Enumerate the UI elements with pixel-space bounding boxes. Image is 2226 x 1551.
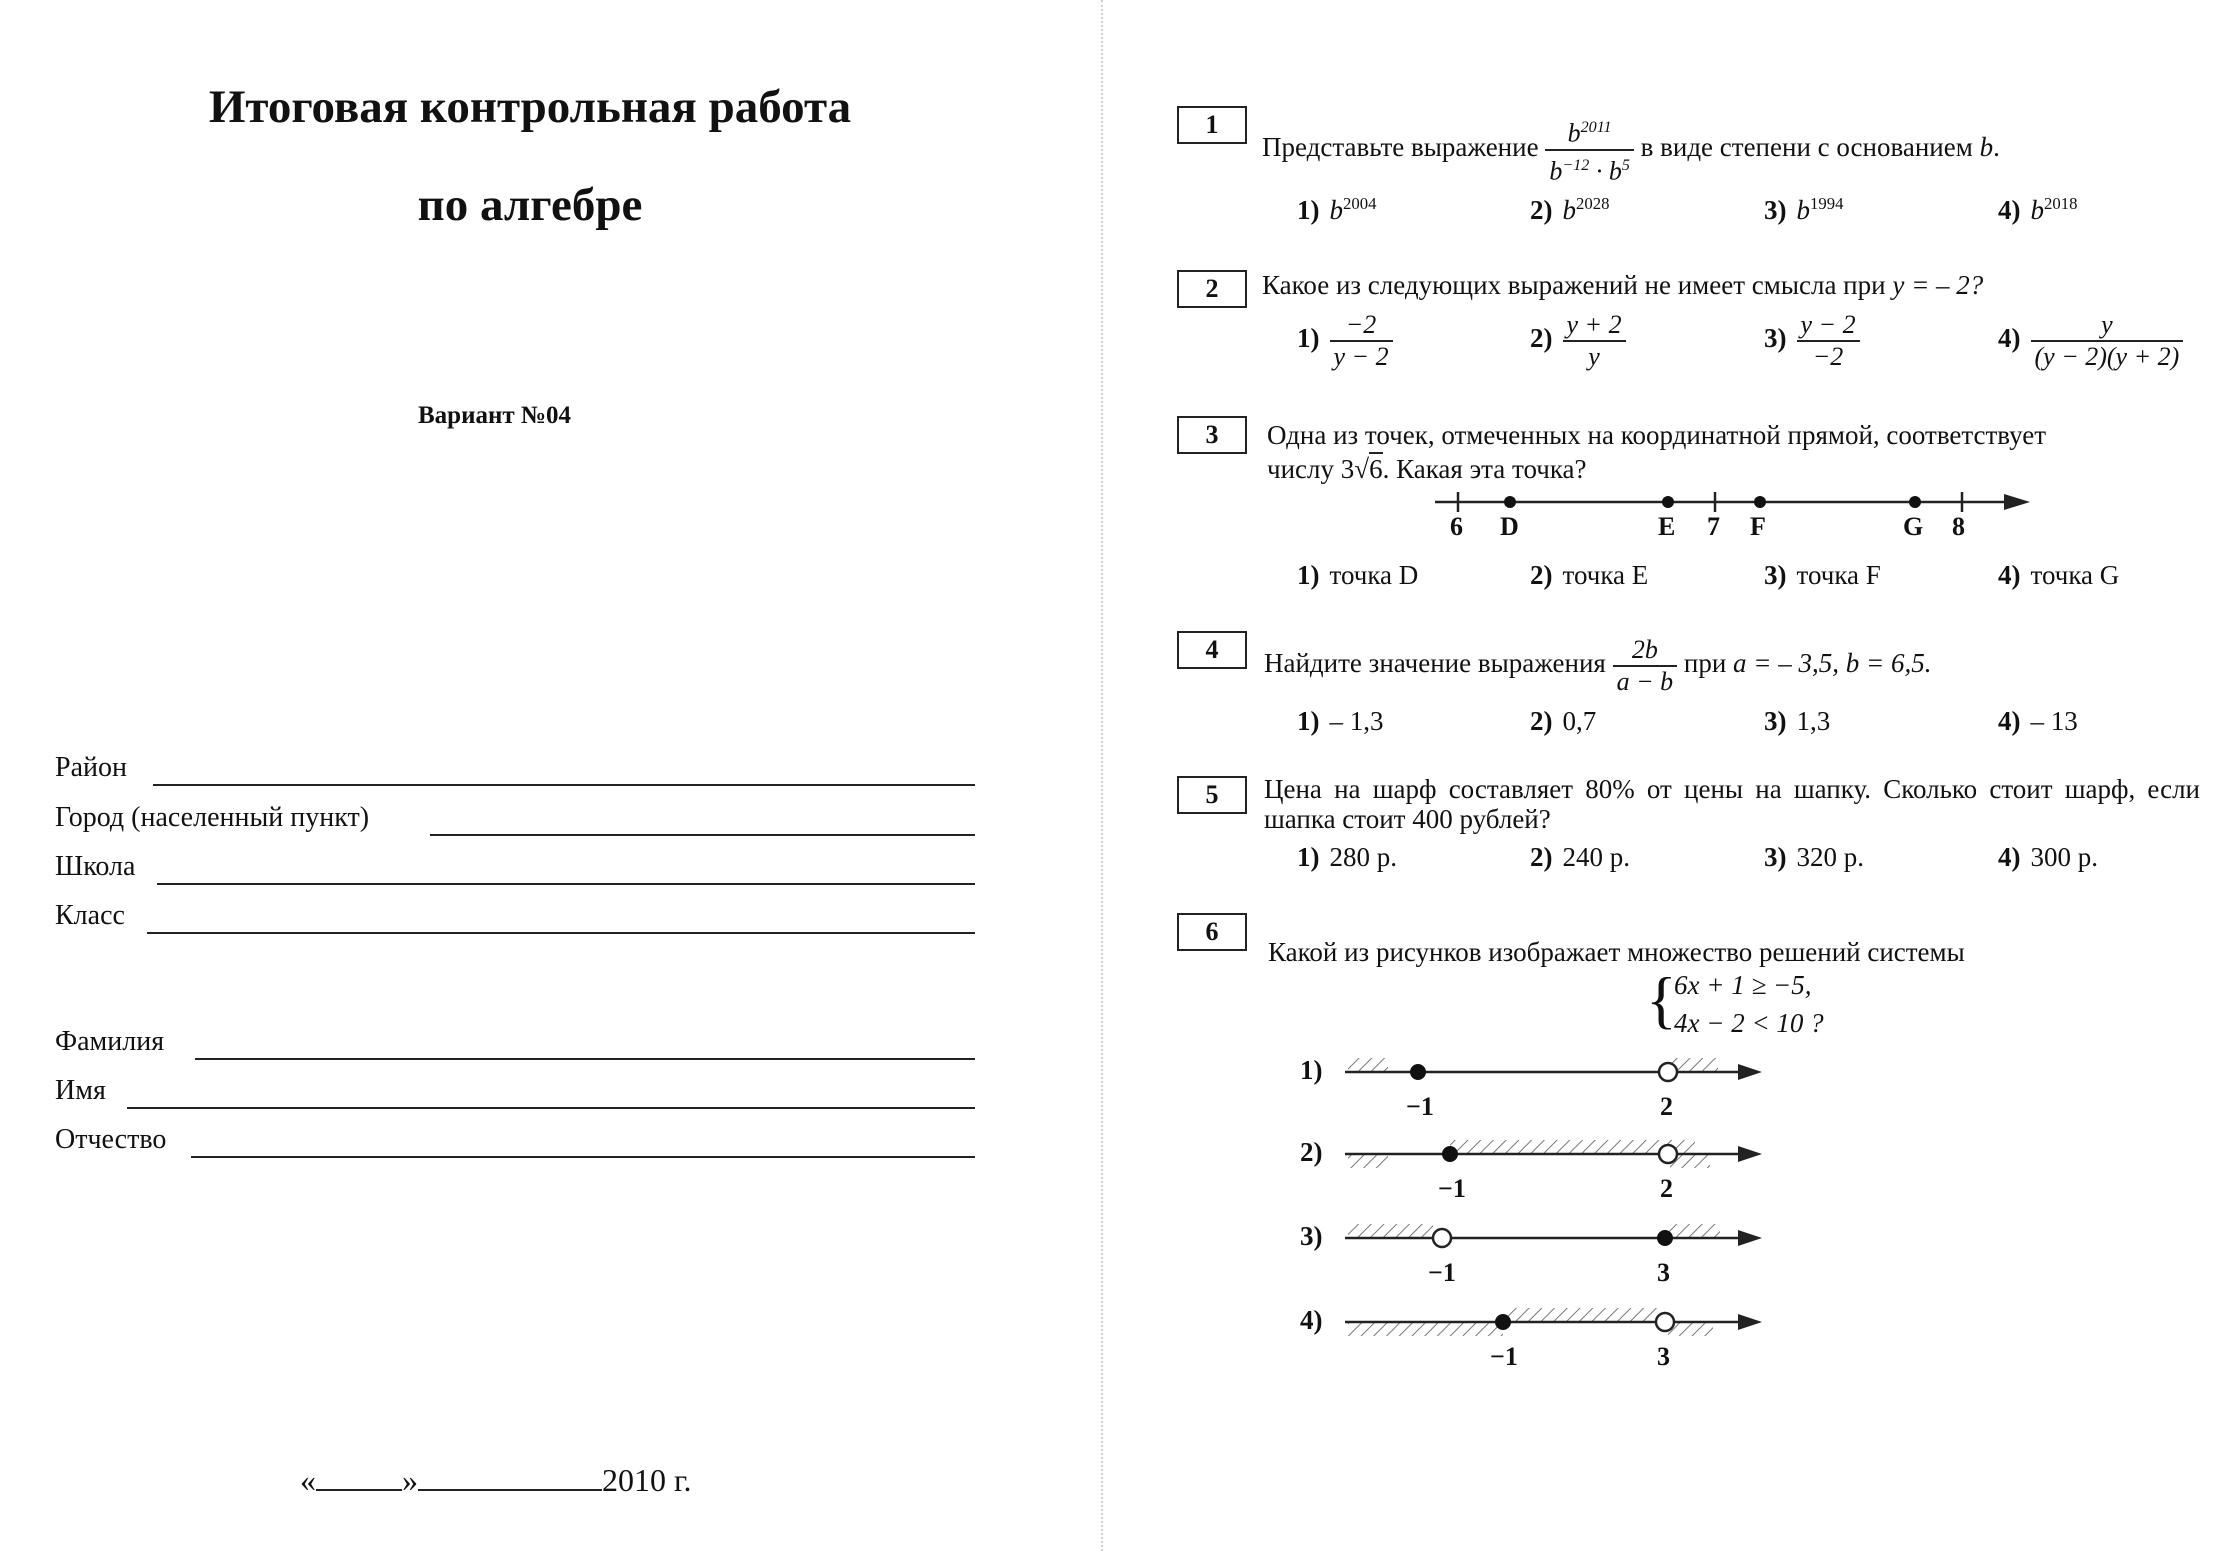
q1-option-2[interactable]	[1530, 194, 1609, 226]
option-number: 4)	[1998, 842, 2021, 872]
question-number-box: 5	[1177, 776, 1247, 814]
question-4-text	[1264, 628, 1932, 698]
filled-point	[1657, 1230, 1673, 1246]
point-f	[1754, 496, 1766, 508]
fraction-num: −2	[1345, 310, 1377, 339]
q1-den-dot: ·	[1595, 156, 1603, 186]
option-text: 240 р.	[1562, 842, 1630, 872]
field-class	[55, 900, 975, 934]
option-exp: 2018	[2044, 194, 2078, 213]
option-exp: 2028	[1576, 194, 1610, 213]
q4-option-4[interactable]	[1998, 706, 2078, 737]
surname-input-line[interactable]	[195, 1058, 975, 1060]
cover-title-line2: по алгебре	[417, 179, 643, 231]
fraction-den: y − 2	[1330, 340, 1393, 372]
q2-text: Какое из следующих выражений не имеет смысла при	[1262, 270, 1886, 300]
city-input-line[interactable]	[430, 834, 975, 836]
q4-text-vars: a = – 3,5, b = 6,5.	[1733, 648, 1932, 678]
filled-point	[1410, 1064, 1426, 1080]
q5-option-1[interactable]	[1297, 842, 1397, 873]
nl-label-e: E	[1658, 512, 1676, 541]
q6-1-left-label: −1	[1406, 1092, 1434, 1121]
hatch-left	[1348, 1224, 1433, 1238]
field-label: Отчество	[55, 1124, 167, 1155]
option-base: b	[2030, 195, 2044, 225]
q3-option-4[interactable]	[1998, 560, 2119, 591]
q1-text-end: .	[1993, 132, 2000, 162]
hatch-left	[1348, 1154, 1388, 1168]
field-rayon	[55, 752, 975, 786]
system-brace: {	[1646, 964, 1677, 1035]
q4-option-1[interactable]	[1297, 706, 1384, 737]
option-number: 3)	[1764, 195, 1787, 225]
q6-option-4[interactable]	[1300, 1305, 1333, 1336]
fraction-num: y	[2101, 310, 2113, 339]
question-5-text: Цена на шарф составляет 80% от цены на шапку. Сколько стоит шарф, если шапка стоит 400 рублей?	[1264, 774, 2200, 834]
q6-system	[1646, 964, 1824, 1042]
option-text: точка D	[1329, 560, 1419, 590]
q1-option-1[interactable]	[1297, 194, 1376, 226]
axis-arrow	[1738, 1146, 1762, 1162]
option-exp: 1994	[1810, 194, 1844, 213]
q2-option-3[interactable]	[1764, 310, 1860, 372]
field-name	[55, 1075, 975, 1109]
q6-3-right-label: 3	[1657, 1258, 1670, 1287]
axis-arrow	[1738, 1314, 1762, 1330]
q3-number-line	[1430, 480, 2030, 550]
q4-option-2[interactable]	[1530, 706, 1596, 737]
q3-root: 6	[1369, 454, 1383, 484]
option-number: 4)	[1998, 706, 2021, 736]
option-number: 2)	[1530, 195, 1553, 225]
system-line1: 6x + 1 ≥ −5,	[1674, 970, 1812, 1000]
axis-arrow	[1738, 1064, 1762, 1080]
option-number: 3)	[1300, 1221, 1323, 1251]
close-quote: »	[402, 1462, 418, 1498]
option-number: 3)	[1764, 323, 1787, 354]
option-number: 2)	[1530, 842, 1553, 872]
field-label: Имя	[55, 1075, 106, 1106]
field-label: Город (населенный пункт)	[55, 802, 370, 833]
question-number-box: 2	[1177, 270, 1247, 308]
option-fraction	[1563, 310, 1626, 372]
option-text: 320 р.	[1796, 842, 1864, 872]
year-text: 2010 г.	[602, 1462, 692, 1498]
point-e	[1662, 496, 1674, 508]
option-number: 2)	[1530, 560, 1553, 590]
option-number: 1)	[1297, 706, 1320, 736]
q1-num-exp: 2011	[1580, 119, 1612, 137]
q1-text-var: b	[1979, 132, 1994, 162]
point-d	[1504, 496, 1516, 508]
q6-4-right-label: 3	[1657, 1342, 1670, 1371]
field-label: Район	[55, 752, 127, 783]
option-number: 1)	[1297, 323, 1320, 354]
q3-line2-a: числу 3	[1267, 454, 1355, 484]
sqrt-sign: √	[1354, 454, 1370, 484]
q6-line-4	[1345, 1308, 1762, 1336]
q3-option-1[interactable]	[1297, 560, 1418, 591]
option-number: 2)	[1530, 706, 1553, 736]
option-fraction	[2031, 310, 2184, 372]
option-base: b	[1796, 195, 1810, 225]
question-number-box: 3	[1177, 416, 1247, 454]
q2-text-var: y = – 2?	[1892, 270, 1984, 300]
system-line2: 4x − 2 < 10 ?	[1674, 1008, 1824, 1038]
q6-2-left-label: −1	[1438, 1174, 1466, 1203]
option-number: 2)	[1530, 323, 1553, 354]
nl-label-d: D	[1500, 512, 1519, 541]
q5-option-4[interactable]	[1998, 842, 2098, 873]
option-number: 1)	[1297, 560, 1320, 590]
q3-option-3[interactable]	[1764, 560, 1881, 591]
question-6-text: Какой из рисунков изображает множество решений системы	[1268, 937, 1965, 967]
option-exp: 2004	[1343, 194, 1377, 213]
q1-den-base2: b	[1608, 156, 1622, 186]
q5-option-3[interactable]	[1764, 842, 1864, 873]
cover-title-line1: Итоговая контрольная работа	[208, 81, 852, 133]
field-surname	[55, 1026, 975, 1060]
fraction-den: a − b	[1613, 665, 1678, 697]
q1-fraction	[1545, 113, 1634, 186]
field-city	[55, 802, 975, 836]
q3-option-2[interactable]	[1530, 560, 1648, 591]
open-point	[1659, 1145, 1677, 1163]
fraction-num: y + 2	[1566, 310, 1622, 339]
axis-arrow	[1738, 1230, 1762, 1246]
nl-label-f: F	[1750, 512, 1766, 541]
option-text: 280 р.	[1329, 842, 1397, 872]
hatch-bottom	[1348, 1322, 1503, 1336]
class-input-line[interactable]	[147, 932, 975, 934]
q4-option-3[interactable]	[1764, 706, 1830, 737]
field-label: Школа	[55, 851, 136, 882]
filled-point	[1495, 1314, 1511, 1330]
q4-fraction	[1613, 635, 1678, 697]
option-number: 2)	[1300, 1137, 1323, 1167]
option-text: – 1,3	[1329, 706, 1384, 736]
option-number: 4)	[1300, 1305, 1323, 1335]
q6-line-2	[1345, 1140, 1762, 1168]
fraction-den: (y − 2)(y + 2)	[2031, 340, 2184, 372]
question-number-box: 1	[1177, 106, 1247, 144]
open-point	[1659, 1063, 1677, 1081]
field-label: Класс	[55, 900, 125, 931]
option-text: точка G	[2030, 560, 2120, 590]
date-line	[300, 1462, 692, 1499]
nl-label-6: 6	[1450, 512, 1463, 541]
question-2-text	[1262, 268, 1983, 302]
option-fraction	[1330, 310, 1393, 372]
q2-option-1[interactable]	[1297, 310, 1393, 372]
school-input-line[interactable]	[157, 883, 975, 885]
option-text: точка F	[1796, 560, 1881, 590]
page-fold-divider	[1101, 0, 1103, 1551]
question-1-text	[1262, 108, 2000, 186]
fraction-num: y − 2	[1800, 310, 1856, 339]
q2-option-4[interactable]	[1998, 310, 2183, 372]
name-input-line[interactable]	[127, 1107, 975, 1109]
q6-line-3	[1345, 1224, 1762, 1247]
q6-option-2[interactable]	[1300, 1137, 1333, 1168]
hatch-left	[1348, 1058, 1388, 1072]
option-number: 1)	[1297, 842, 1320, 872]
option-number: 3)	[1764, 706, 1787, 736]
point-g	[1909, 496, 1921, 508]
fraction-den: y	[1563, 340, 1626, 372]
q6-line-1	[1345, 1058, 1762, 1081]
option-text: точка E	[1562, 560, 1649, 590]
field-label: Фамилия	[55, 1026, 165, 1057]
option-base: b	[1562, 195, 1576, 225]
question-number-box: 4	[1177, 631, 1247, 669]
nl-label-8: 8	[1952, 512, 1965, 541]
open-point	[1433, 1229, 1451, 1247]
option-number: 3)	[1764, 842, 1787, 872]
axis-arrow	[2004, 494, 2030, 510]
option-number: 4)	[1998, 560, 2021, 590]
option-fraction	[1797, 310, 1860, 372]
option-number: 1)	[1297, 195, 1320, 225]
rayon-input-line[interactable]	[153, 784, 975, 786]
month-blank[interactable]	[418, 1467, 602, 1491]
q2-option-2[interactable]	[1530, 310, 1626, 372]
q1-option-4[interactable]	[1998, 194, 2077, 226]
hatch-right	[1665, 1224, 1720, 1238]
q3-line2-b: . Какая эта точка?	[1382, 454, 1587, 484]
question-number-box: 6	[1177, 913, 1247, 951]
option-text: – 13	[2030, 706, 2078, 736]
q1-den-exp1: −12	[1562, 156, 1590, 174]
q1-den-base1: b	[1549, 156, 1563, 186]
q6-number-lines	[1290, 1050, 1770, 1390]
question-3-line1: Одна из точек, отмеченных на координатной прямой, соответствует	[1267, 420, 2047, 450]
fraction-num: 2b	[1631, 634, 1658, 664]
field-patronymic	[55, 1124, 975, 1158]
q6-1-right-label: 2	[1660, 1092, 1673, 1121]
q1-option-3[interactable]	[1764, 194, 1843, 226]
q5-option-2[interactable]	[1530, 842, 1630, 873]
option-base: b	[1329, 195, 1343, 225]
q6-option-1[interactable]	[1300, 1055, 1333, 1086]
day-blank[interactable]	[316, 1467, 402, 1491]
option-text: 300 р.	[2030, 842, 2098, 872]
option-number: 4)	[1998, 323, 2021, 354]
q1-text-after: в виде степени с основанием	[1640, 132, 1973, 162]
field-school	[55, 851, 975, 885]
open-quote: «	[300, 1462, 316, 1498]
q1-den-exp2: 5	[1621, 156, 1630, 174]
q4-text-before: Найдите значение выражения	[1264, 648, 1606, 678]
option-number: 1)	[1300, 1055, 1323, 1085]
option-number: 4)	[1998, 195, 2021, 225]
q6-4-left-label: −1	[1490, 1342, 1518, 1371]
q4-text-after: при	[1683, 648, 1727, 678]
q6-option-3[interactable]	[1300, 1221, 1333, 1252]
q1-num-base: b	[1567, 118, 1581, 148]
hatch-top	[1505, 1308, 1665, 1322]
nl-label-7: 7	[1707, 512, 1720, 541]
fraction-den: −2	[1797, 340, 1860, 372]
q6-2-right-label: 2	[1660, 1174, 1673, 1203]
nl-label-g: G	[1903, 512, 1924, 541]
q1-text-before: Представьте выражение	[1262, 132, 1539, 162]
open-point	[1656, 1313, 1674, 1331]
patronymic-input-line[interactable]	[191, 1156, 975, 1158]
option-number: 3)	[1764, 560, 1787, 590]
filled-point	[1442, 1146, 1458, 1162]
q6-3-left-label: −1	[1428, 1258, 1456, 1287]
variant-label: Вариант №04	[418, 402, 572, 429]
option-text: 0,7	[1562, 706, 1597, 736]
option-text: 1,3	[1796, 706, 1831, 736]
